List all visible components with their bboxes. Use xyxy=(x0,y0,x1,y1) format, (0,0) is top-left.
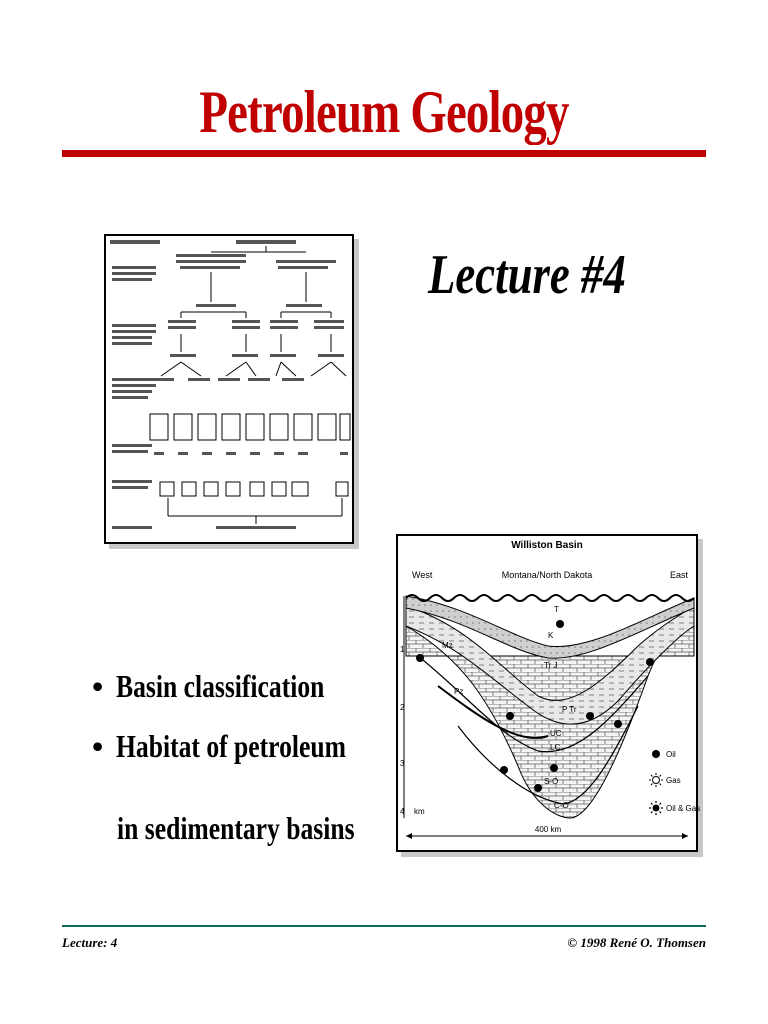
unit-label-so: S-O xyxy=(544,777,559,786)
unit-label-pz: Pz xyxy=(454,687,464,696)
oil-marker xyxy=(550,764,558,772)
unit-label-k: K xyxy=(548,631,554,640)
depth-tick-1: 1 xyxy=(400,645,405,654)
bullet-item xyxy=(92,664,403,724)
gas-icon xyxy=(649,773,663,787)
unit-label-trj: Tr J xyxy=(544,661,558,670)
bullet-continuation xyxy=(117,810,414,847)
unit-label-lc: LC xyxy=(550,743,561,752)
bullet-symbol: • xyxy=(92,668,104,704)
east-label: East xyxy=(670,570,689,580)
bullet-text: Basin classification xyxy=(116,668,325,704)
depth-tick-2: 2 xyxy=(400,703,405,712)
slide-title: Petroleum Geology xyxy=(199,79,569,145)
oil-marker xyxy=(614,720,622,728)
unit-label-uc: UC xyxy=(550,729,562,738)
basin-classification-chart-image xyxy=(104,234,354,544)
depth-unit: km xyxy=(414,807,425,816)
basin-title: Williston Basin xyxy=(511,540,583,551)
oil-marker xyxy=(556,620,564,628)
oil-and-gas-icon xyxy=(649,801,663,815)
oil-icon xyxy=(652,750,660,758)
williston-basin-cross-section xyxy=(396,534,701,852)
bullet-list xyxy=(92,664,403,784)
footer-rule xyxy=(62,925,706,927)
unit-label-co: C-O xyxy=(554,801,569,810)
footer-lecture-label: Lecture: 4 xyxy=(62,935,118,950)
basin-cross-section-graphic xyxy=(398,536,701,850)
title-underline xyxy=(62,150,706,157)
bullet-symbol: • xyxy=(92,728,104,764)
legend-gas-label: Gas xyxy=(666,776,681,785)
depth-tick-3: 3 xyxy=(400,759,405,768)
west-label: West xyxy=(412,570,433,580)
scale-label: 400 km xyxy=(534,825,562,834)
oil-marker xyxy=(506,712,514,720)
depth-tick-4: 4 xyxy=(400,807,405,816)
basin-classification-chart-graphic xyxy=(106,236,352,542)
oil-marker xyxy=(500,766,508,774)
region-label: Montana/North Dakota xyxy=(501,570,593,580)
oil-marker xyxy=(416,654,424,662)
oil-and-gas-marker xyxy=(534,784,542,792)
unit-label-ptr: P Tr xyxy=(562,705,577,714)
lecture-heading: Lecture #4 xyxy=(428,244,626,306)
legend-oil-gas-label: Oil & Gas xyxy=(666,804,701,813)
oil-marker xyxy=(646,658,654,666)
bullet-item xyxy=(92,724,403,784)
oil-marker xyxy=(586,712,594,720)
unit-label-mz: Mz xyxy=(442,641,453,650)
legend-oil-label: Oil xyxy=(666,750,676,759)
bullet-text: Habitat of petroleum xyxy=(116,728,346,764)
unit-label-t: T xyxy=(554,605,559,614)
bullet-continuation-text: in sedimentary basins xyxy=(117,810,355,846)
footer-copyright: © 1998 René O. Thomsen xyxy=(567,935,706,950)
